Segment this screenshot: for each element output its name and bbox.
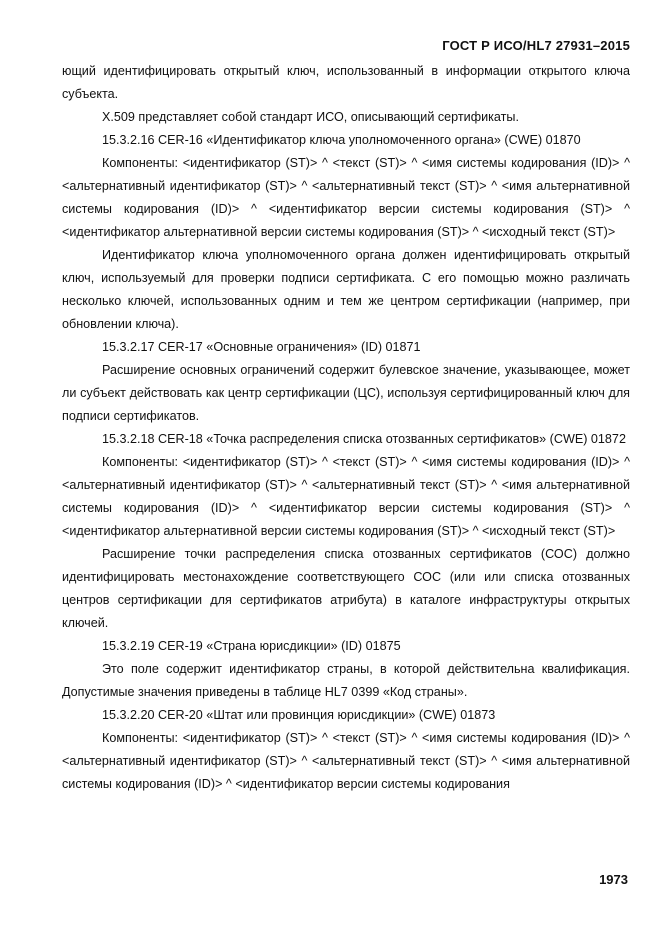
- paragraph: ющий идентифицировать открытый ключ, использованный в информации открытого ключа субъекта.: [62, 64, 630, 101]
- paragraph: Компоненты: <идентификатор (ST)> ^ <текст (ST)> ^ <имя системы кодирования (ID)> ^ <альтернативный идентификатор (ST)> ^ <альтернативный текст (ST)> ^ <имя альтернативной системы кодирования (ID)> ^ <идентификатор версии системы кодирования: [62, 731, 630, 791]
- paragraph: Это поле содержит идентификатор страны, в которой действительна квалификация. Допустимые значения приведены в таблице HL7 0399 «Код страны».: [62, 662, 630, 699]
- paragraph: Расширение основных ограничений содержит булевское значение, указывающее, может ли субъект действовать как центр сертификации (ЦС), используя сертифицированный ключ для подписи сертификатов.: [62, 363, 630, 423]
- page-body: [62, 60, 630, 796]
- section-heading: 15.3.2.17 CER-17 «Основные ограничения» (ID) 01871: [102, 340, 421, 354]
- document-header: ГОСТ Р ИСО/HL7 27931–2015: [442, 38, 630, 53]
- paragraph: Идентификатор ключа уполномоченного органа должен идентифицировать открытый ключ, используемый для проверки подписи сертификата. С его помощью можно различать несколько ключей, использованных одним и тем же центром сертификации (например, при обновлении ключа).: [62, 248, 630, 331]
- section-heading: 15.3.2.16 CER-16 «Идентификатор ключа уполномоченного органа» (CWE) 01870: [102, 133, 581, 147]
- section-heading: 15.3.2.20 CER-20 «Штат или провинция юрисдикции» (CWE) 01873: [102, 708, 496, 722]
- section-heading: 15.3.2.19 CER-19 «Страна юрисдикции» (ID) 01875: [102, 639, 401, 653]
- paragraph: Расширение точки распределения списка отозванных сертификатов (СОС) должно идентифицировать местонахождение соответствующего СОС (или или списка отозванных центров сертификации для сертификатов атрибута) в каталоге инфраструктуры открытых ключей.: [62, 547, 630, 630]
- paragraph: X.509 представляет собой стандарт ИСО, описывающий сертификаты.: [102, 110, 519, 124]
- page-number: 1973: [599, 872, 628, 887]
- section-heading: 15.3.2.18 CER-18 «Точка распределения списка отозванных сертификатов» (CWE) 01872: [102, 432, 626, 446]
- paragraph: Компоненты: <идентификатор (ST)> ^ <текст (ST)> ^ <имя системы кодирования (ID)> ^ <альтернативный идентификатор (ST)> ^ <альтернативный текст (ST)> ^ <имя альтернативной системы кодирования (ID)> ^ <идентификатор версии системы кодирования (ST)> ^ <идентификатор альтернативной версии системы кодирования (ST)> ^ <исходный текст (ST)>: [62, 156, 630, 239]
- paragraph: Компоненты: <идентификатор (ST)> ^ <текст (ST)> ^ <имя системы кодирования (ID)> ^ <альтернативный идентификатор (ST)> ^ <альтернативный текст (ST)> ^ <имя альтернативной системы кодирования (ID)> ^ <идентификатор версии системы кодирования (ST)> ^ <идентификатор альтернативной версии системы кодирования (ST)> ^ <исходный текст (ST)>: [62, 455, 630, 538]
